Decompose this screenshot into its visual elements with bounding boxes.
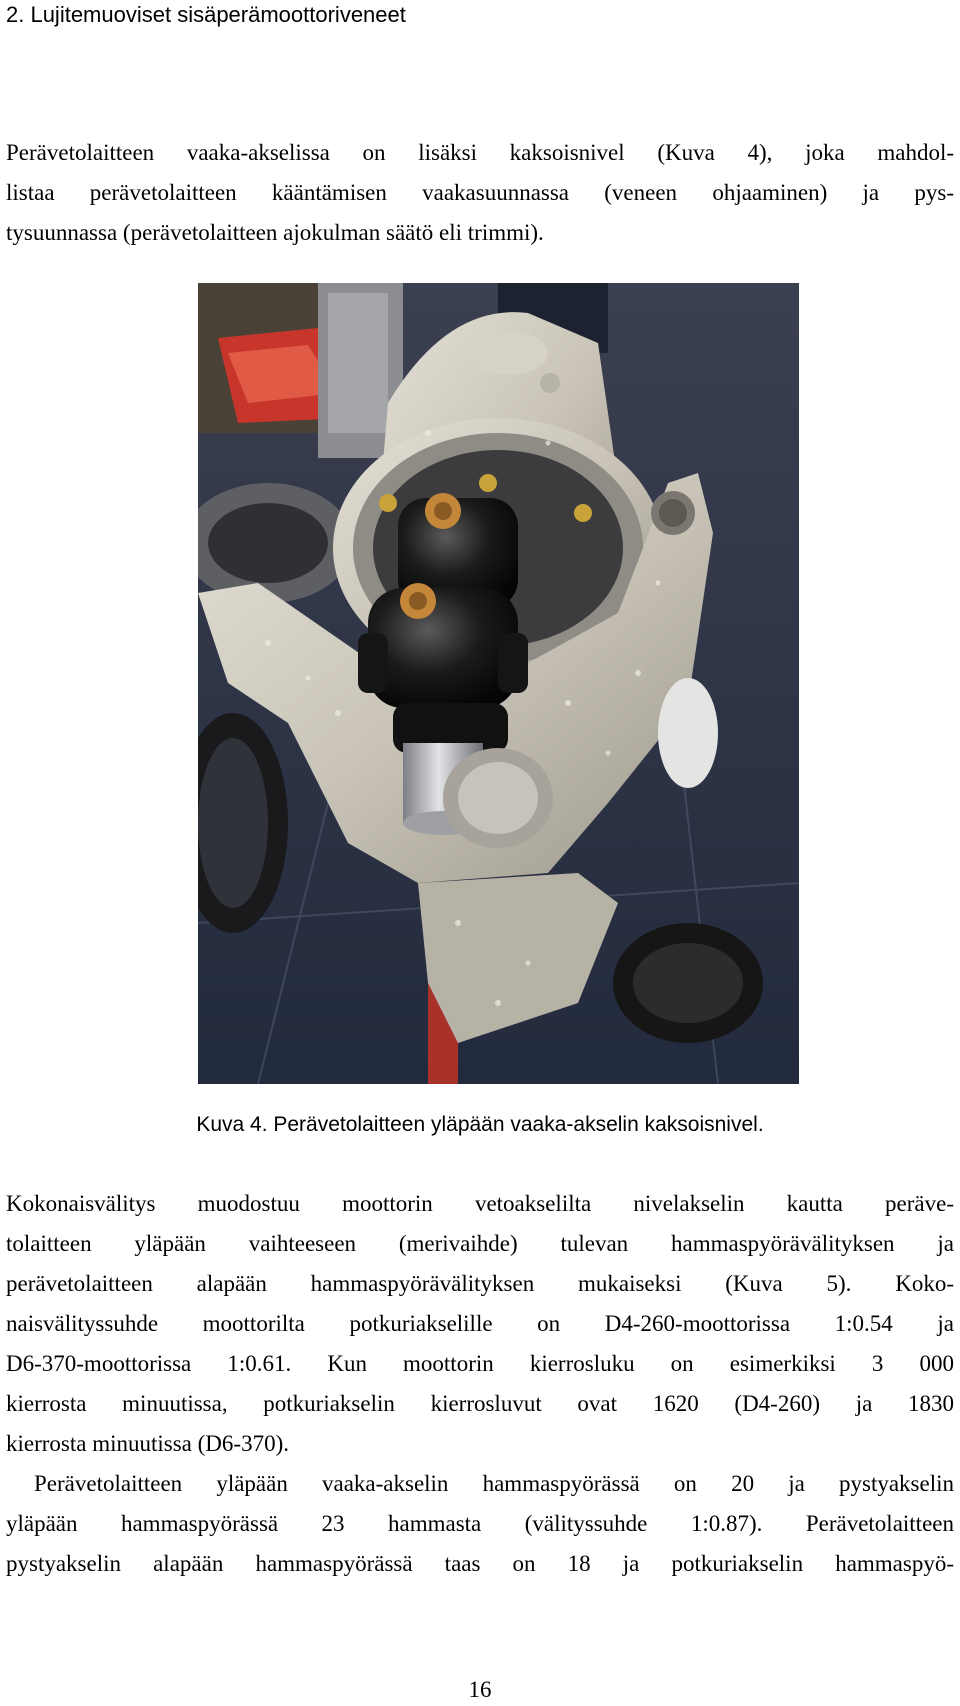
text-line: Perävetolaitteen yläpään vaaka-akselin hammaspyörässä on 20 ja pystyakselin (34, 1471, 954, 1496)
text-line: kierrosta minuutissa, potkuriakselin kierrosluvut ovat 1620 (D4-260) ja 1830 (6, 1391, 954, 1416)
text-line: D6-370-moottorissa 1:0.61. Kun moottorin kierrosluku on esimerkiksi 3 000 (6, 1351, 954, 1376)
text-line: naisvälityssuhde moottorilta potkuriakselille on D4-260-moottorissa 1:0.54 ja (6, 1311, 954, 1336)
body-paragraph-1 (6, 1184, 954, 1464)
text-line: perävetolaitteen alapään hammaspyörävälityksen mukaiseksi (Kuva 5). Koko- (6, 1271, 954, 1296)
figure-photo-double-universal-joint (198, 283, 799, 1084)
figure-caption: Kuva 4. Perävetolaitteen yläpään vaaka-akselin kaksoisnivel. (196, 1113, 764, 1136)
photo-illustration (198, 283, 799, 1084)
text-line: pystyakselin alapään hammaspyörässä taas on 18 ja potkuriakselin hammaspyö- (6, 1551, 954, 1576)
text-line: yläpään hammaspyörässä 23 hammasta (välityssuhde 1:0.87). Perävetolaitteen (6, 1511, 954, 1536)
text-line: listaa perävetolaitteen kääntämisen vaakasuunnassa (veneen ohjaaminen) ja pys- (6, 180, 954, 205)
text-line: tysuunnassa (perävetolaitteen ajokulman säätö eli trimmi). (6, 220, 544, 245)
intro-paragraph (6, 133, 954, 253)
text-line: Perävetolaitteen vaaka-akselissa on lisäksi kaksoisnivel (Kuva 4), joka mahdol- (6, 140, 954, 165)
body-paragraph-2 (6, 1464, 954, 1584)
text-line: Kokonaisvälitys muodostuu moottorin vetoakselilta nivelakselin kautta peräve- (6, 1191, 954, 1216)
running-header: 2. Lujitemuoviset sisäperämoottoriveneet (6, 2, 406, 27)
text-line: tolaitteen yläpään vaihteeseen (merivaihde) tulevan hammaspyörävälityksen ja (6, 1231, 954, 1256)
page-number: 16 (468, 1677, 492, 1702)
text-line: kierrosta minuutissa (D6-370). (6, 1431, 289, 1456)
